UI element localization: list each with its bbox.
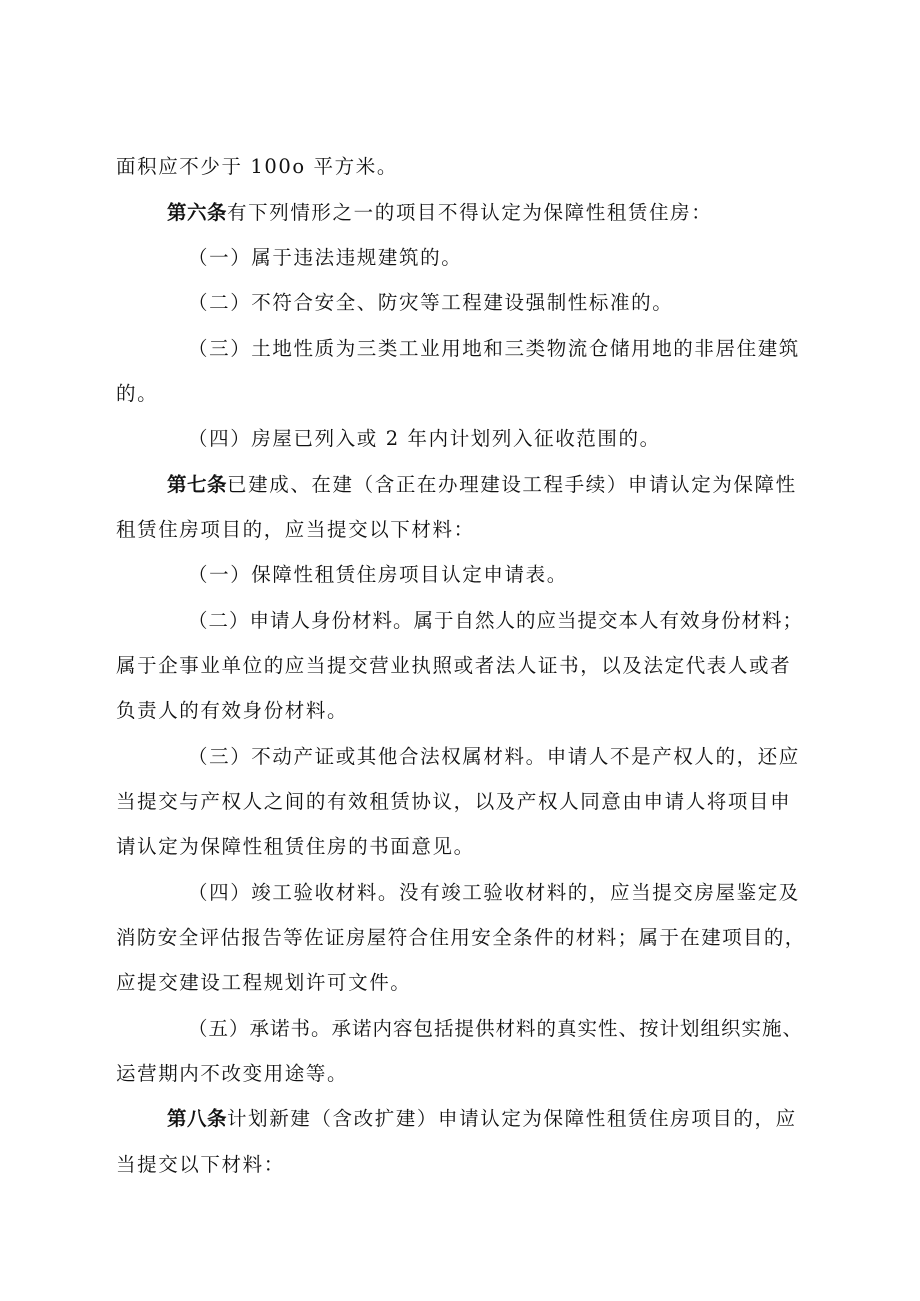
article-6-item-3: （三）土地性质为三类工业用地和三类物流仓储用地的非居住建筑 xyxy=(188,337,800,360)
article-6-text: 有下列情形之一的项目不得认定为保障性租赁住房： xyxy=(227,201,713,224)
article-7-item-4-cont: 消防安全评估报告等佐证房屋符合住用安全条件的材料；属于在建项目的， xyxy=(116,926,806,949)
article-8-text-cont: 当提交以下材料： xyxy=(116,1153,285,1176)
article-8-heading: 第八条 xyxy=(167,1107,228,1130)
article-8-line xyxy=(167,1106,797,1132)
article-6-heading: 第六条 xyxy=(167,201,228,224)
article-7-item-5: （五）承诺书。承诺内容包括提供材料的真实性、按计划组织实施、 xyxy=(188,1017,804,1040)
article-7-item-5-cont: 运营期内不改变用途等。 xyxy=(116,1062,349,1085)
article-7-item-4-cont: 应提交建设工程规划许可文件。 xyxy=(116,971,412,994)
article-8-text: 计划新建（含改扩建）申请认定为保障性租赁住房项目的，应 xyxy=(227,1107,797,1130)
article-6-item-1: （一）属于违法违规建筑的。 xyxy=(188,246,463,269)
article-7-item-3-cont: 请认定为保障性租赁住房的书面意见。 xyxy=(116,835,475,858)
article-7-item-3-cont: 当提交与产权人之间的有效租赁协议，以及产权人同意由申请人将项目申 xyxy=(116,790,792,813)
article-7-item-2-cont: 属于企事业单位的应当提交营业执照或者法人证书，以及法定代表人或者 xyxy=(116,654,792,677)
article-6-item-2: （二）不符合安全、防灾等工程建设强制性标准的。 xyxy=(188,291,674,314)
article-6-line xyxy=(167,200,712,226)
article-7-line xyxy=(167,472,797,498)
article-6-item-4: （四）房屋已列入或 2 年内计划列入征收范围的。 xyxy=(188,427,661,450)
article-7-item-4: （四）竣工验收材料。没有竣工验收材料的，应当提交房屋鉴定及 xyxy=(188,881,800,904)
article-7-heading: 第七条 xyxy=(167,473,228,496)
article-7-item-3: （三）不动产证或其他合法权属材料。申请人不是产权人的，还应 xyxy=(188,745,800,768)
article-7-item-1: （一）保障性租赁住房项目认定申请表。 xyxy=(188,563,568,586)
article-7-text: 已建成、在建（含正在办理建设工程手续）申请认定为保障性 xyxy=(227,473,797,496)
article-6-item-3-cont: 的。 xyxy=(116,382,159,405)
article-7-item-2-cont: 负责人的有效身份材料。 xyxy=(116,699,349,722)
article-7-item-2: （二）申请人身份材料。属于自然人的应当提交本人有效身份材料； xyxy=(188,609,804,632)
article-7-text-cont: 租赁住房项目的，应当提交以下材料： xyxy=(116,518,475,541)
paragraph-line: 面积应不少于 100o 平方米。 xyxy=(116,155,398,178)
